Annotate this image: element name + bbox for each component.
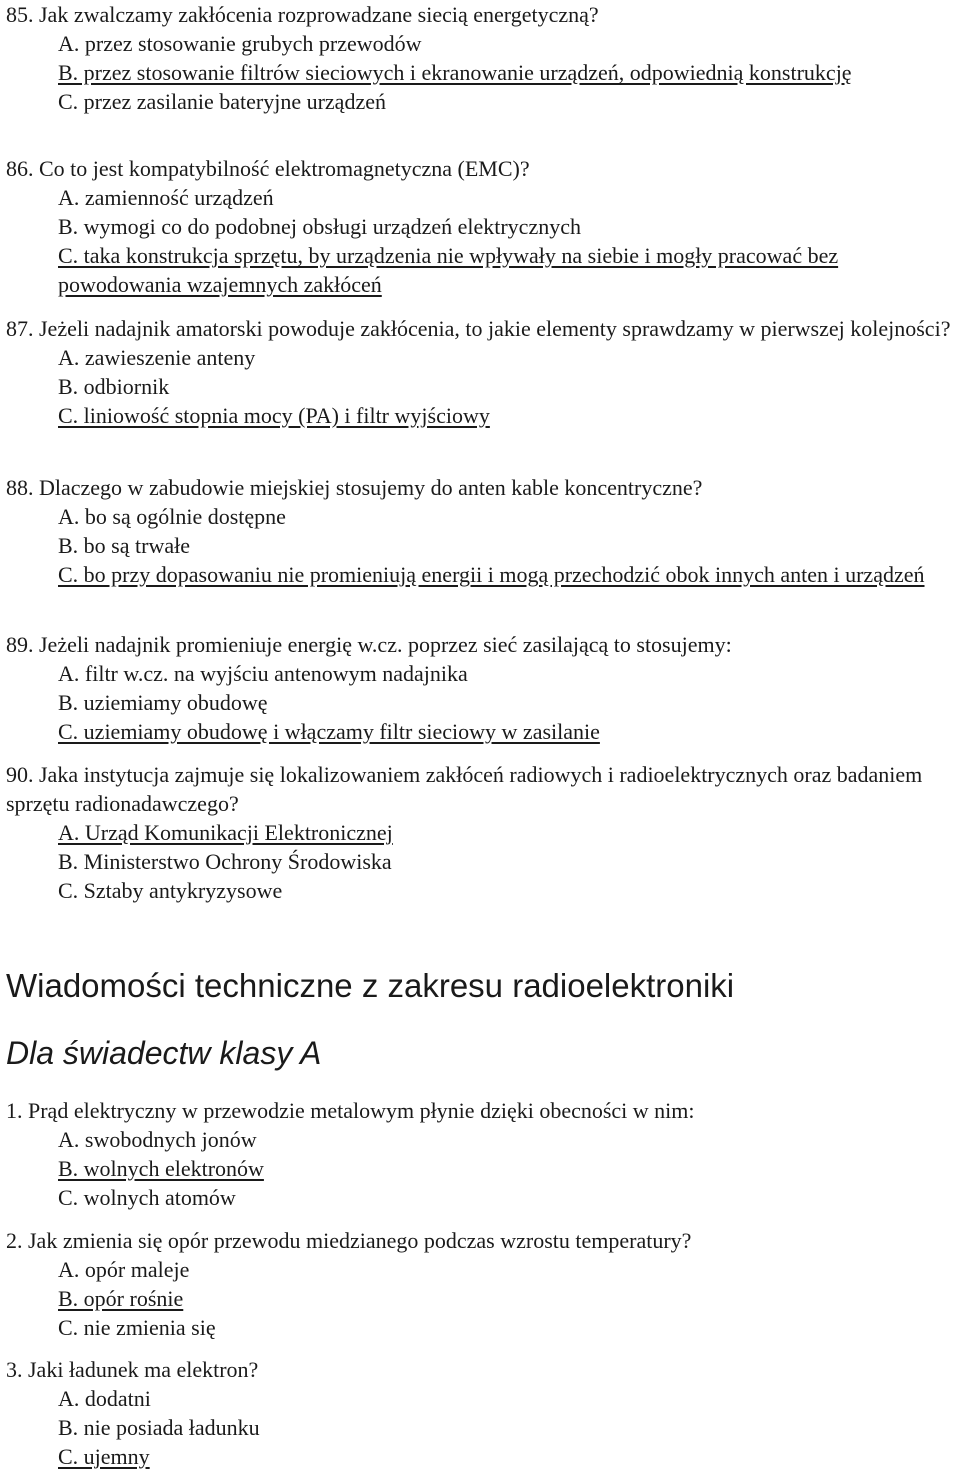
question-text: 2. Jak zmienia się opór przewodu miedzianego podczas wzrostu temperatury? (6, 1228, 692, 1253)
answer-a: A. swobodnych jonów (58, 1127, 257, 1152)
answer-b: B. przez stosowanie filtrów sieciowych i ekranowanie urządzeń, odpowiednią konstrukcję (58, 60, 852, 85)
answer-c: C. nie zmienia się (58, 1315, 216, 1340)
question-text: 85. Jak zwalczamy zakłócenia rozprowadzane siecią energetyczną? (6, 2, 599, 27)
answer-a: A. zawieszenie anteny (58, 345, 256, 370)
question-text: 90. Jaka instytucja zajmuje się lokalizowaniem zakłóceń radiowych i radioelektrycznych oraz badaniem sprzętu radionadawczego? (6, 762, 923, 816)
answer-a: A. Urząd Komunikacji Elektronicznej (58, 820, 393, 845)
answer-a: A. dodatni (58, 1386, 151, 1411)
answer-c: C. bo przy dopasowaniu nie promieniują energii i mogą przechodzić obok innych anten i urządzeń (58, 562, 925, 587)
answer-b: B. nie posiada ładunku (58, 1415, 260, 1440)
answer-b: B. Ministerstwo Ochrony Środowiska (58, 849, 392, 874)
answer-b: B. bo są trwałe (58, 533, 190, 558)
question-text: 89. Jeżeli nadajnik promieniuje energię w.cz. poprzez sieć zasilającą to stosujemy: (6, 632, 732, 657)
answer-b: B. wymogi co do podobnej obsługi urządzeń elektrycznych (58, 214, 581, 239)
answer-a: A. filtr w.cz. na wyjściu antenowym nadajnika (58, 661, 468, 686)
question-text: 86. Co to jest kompatybilność elektromagnetyczna (EMC)? (6, 156, 530, 181)
answer-b: B. odbiornik (58, 374, 170, 399)
answer-a: A. bo są ogólnie dostępne (58, 504, 286, 529)
question-89 (6, 630, 956, 746)
question-90 (6, 760, 956, 905)
answer-a: A. przez stosowanie grubych przewodów (58, 31, 422, 56)
question-text: 87. Jeżeli nadajnik amatorski powoduje zakłócenia, to jakie elementy sprawdzamy w pierwszej kolejności? (6, 316, 951, 341)
question-88 (6, 473, 956, 589)
section-title: Wiadomości techniczne z zakresu radioelektroniki (6, 967, 735, 1004)
answer-c: C. Sztaby antykryzysowe (58, 878, 283, 903)
question-87 (6, 314, 956, 430)
answer-c: C. uziemiamy obudowę i włączamy filtr sieciowy w zasilanie (58, 719, 600, 744)
question-3 (6, 1355, 956, 1471)
answer-c: C. liniowość stopnia mocy (PA) i filtr wyjściowy (58, 403, 490, 428)
answer-b: B. wolnych elektronów (58, 1156, 264, 1181)
answer-b: B. opór rośnie (58, 1286, 184, 1311)
question-2 (6, 1226, 956, 1342)
answer-a: A. opór maleje (58, 1257, 190, 1282)
answer-c: C. przez zasilanie bateryjne urządzeń (58, 89, 386, 114)
subsection-title: Dla świadectw klasy A (6, 1035, 322, 1071)
question-86 (6, 154, 956, 299)
question-text: 1. Prąd elektryczny w przewodzie metalowym płynie dzięki obecności w nim: (6, 1098, 695, 1123)
answer-c: C. wolnych atomów (58, 1185, 236, 1210)
question-1 (6, 1096, 956, 1212)
answer-c: C. ujemny (58, 1444, 150, 1469)
answer-b: B. uziemiamy obudowę (58, 690, 268, 715)
answer-a: A. zamienność urządzeń (58, 185, 274, 210)
question-text: 3. Jaki ładunek ma elektron? (6, 1357, 259, 1382)
answer-c: C. taka konstrukcja sprzętu, by urządzenia nie wpływały na siebie i mogły pracować bez powodowania wzajemnych zakłóceń (58, 243, 839, 297)
question-text: 88. Dlaczego w zabudowie miejskiej stosujemy do anten kable koncentryczne? (6, 475, 703, 500)
question-85 (6, 0, 956, 116)
